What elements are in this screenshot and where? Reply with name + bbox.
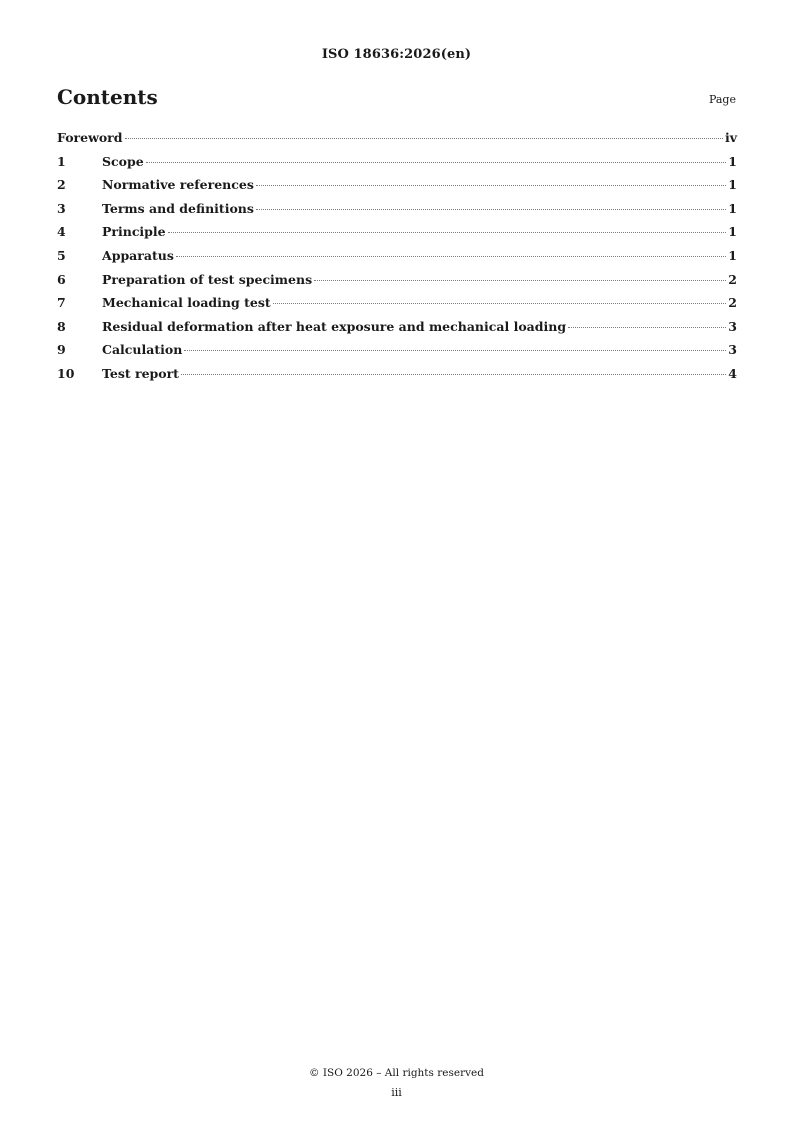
toc-leader-dots (181, 374, 726, 375)
toc-entry-number: 4 (57, 224, 66, 240)
toc-entry-foreword[interactable] (57, 129, 737, 153)
copyright-notice: © ISO 2026 – All rights reserved (309, 1067, 484, 1079)
toc-entry-title[interactable]: Preparation of test specimens (102, 271, 313, 287)
toc-entry[interactable] (57, 271, 737, 295)
toc-entry-page: 4 (728, 365, 737, 381)
toc-entry-title[interactable]: Normative references (102, 177, 254, 193)
toc-leader-dots (256, 209, 726, 210)
toc-entry[interactable] (57, 153, 737, 177)
toc-entry-page: 1 (728, 153, 737, 169)
toc-entry[interactable] (57, 318, 737, 342)
toc-entry-number: 2 (57, 177, 66, 193)
toc-entry-page: iv (724, 130, 737, 145)
toc-entry-page: 1 (728, 177, 737, 193)
toc-entry[interactable] (57, 341, 737, 365)
toc-entry-number: 3 (57, 200, 66, 216)
toc-leader-dots (314, 280, 726, 281)
toc-entry-page: 1 (728, 247, 737, 263)
toc-entry-number: 9 (57, 342, 66, 358)
toc-entry-number: 8 (57, 318, 66, 334)
toc-entry[interactable] (57, 200, 737, 224)
toc-leader-dots (273, 303, 727, 304)
toc-entry-page: 2 (728, 271, 737, 287)
contents-heading: Contents (57, 85, 158, 109)
toc-entry-title[interactable]: Foreword (57, 130, 123, 145)
toc-entry-number: 1 (57, 153, 66, 169)
toc-leader-dots (168, 232, 727, 233)
toc-entry[interactable] (57, 223, 737, 247)
toc-entry-page: 3 (728, 318, 737, 334)
toc-entry-page: 1 (728, 224, 737, 240)
toc-entry-number: 7 (57, 295, 66, 311)
toc-entry-number: 5 (57, 247, 66, 263)
toc-leader-dots (176, 256, 726, 257)
toc-entry[interactable] (57, 247, 737, 271)
table-of-contents (57, 129, 737, 389)
toc-entry-title[interactable]: Principle (102, 224, 166, 240)
toc-leader-dots (125, 138, 723, 139)
toc-leader-dots (184, 350, 726, 351)
toc-entry-title[interactable]: Terms and definitions (102, 200, 254, 216)
page-column-label: Page (708, 93, 736, 106)
toc-entry-title[interactable]: Mechanical loading test (102, 295, 271, 311)
toc-leader-dots (568, 327, 726, 328)
toc-entry-title[interactable]: Apparatus (102, 247, 174, 263)
toc-entry-title[interactable]: Scope (102, 153, 144, 169)
page-number: iii (391, 1086, 402, 1099)
toc-entry-page: 1 (728, 200, 737, 216)
toc-leader-dots (256, 185, 726, 186)
toc-entry-title[interactable]: Test report (102, 365, 179, 381)
toc-entry-number: 6 (57, 271, 66, 287)
toc-entry-title[interactable]: Residual deformation after heat exposure and mechanical loading (102, 318, 567, 334)
toc-entry-page: 3 (728, 342, 737, 358)
toc-entry-title[interactable]: Calculation (102, 342, 183, 358)
toc-entry[interactable] (57, 176, 737, 200)
toc-entry[interactable] (57, 365, 737, 389)
document-identifier: ISO 18636:2026(en) (321, 47, 472, 62)
toc-entry-number: 10 (57, 365, 75, 381)
toc-entry-page: 2 (728, 295, 737, 311)
toc-leader-dots (146, 162, 727, 163)
toc-entry[interactable] (57, 294, 737, 318)
